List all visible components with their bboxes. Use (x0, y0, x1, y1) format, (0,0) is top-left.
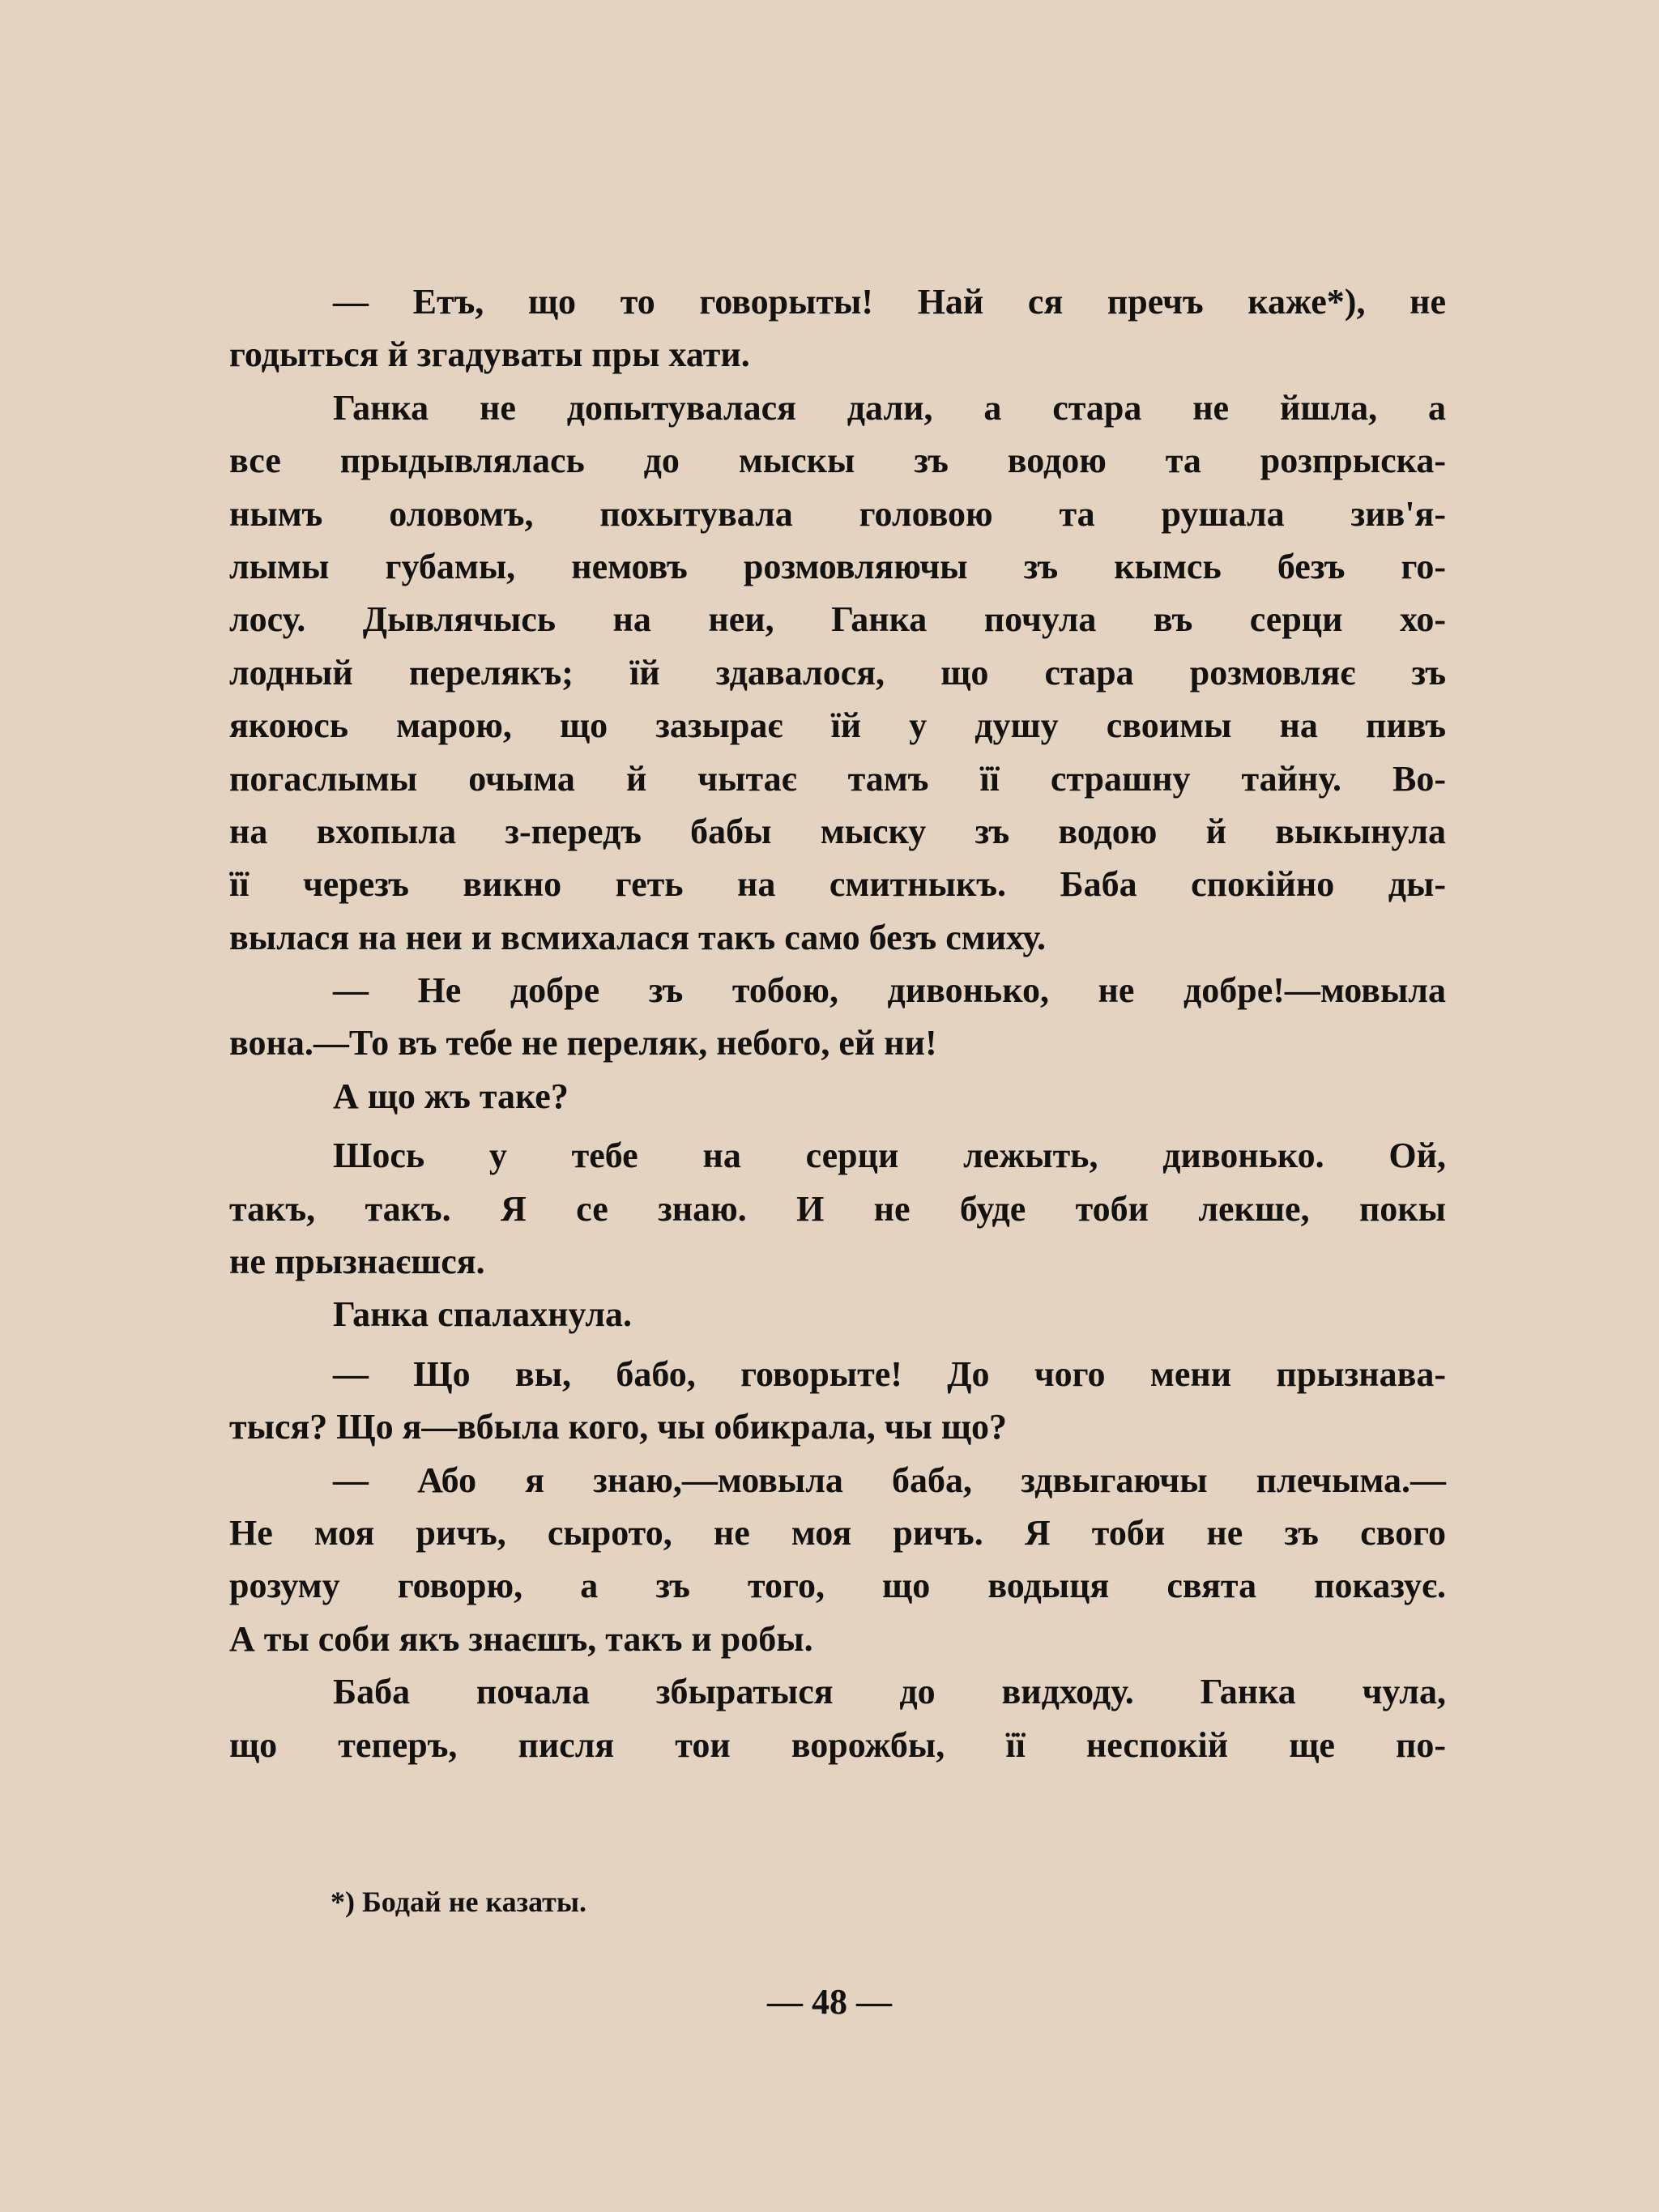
text-line: Не моя ричъ, сырото, не моя ричъ. Я тоби не зъ свого (229, 1512, 1446, 1553)
text-line: тыся? Що я—вбыла кого, чы обикрала, чы що? (229, 1407, 1008, 1447)
text-line: на вхопыла з-передъ бабы мыску зъ водою й выкынула (229, 811, 1446, 851)
paragraph-gap (229, 1123, 1446, 1129)
paragraph-gap (229, 1341, 1446, 1348)
text-line: Ганка не допытувалася дали, а стара не йшла, а (333, 387, 1446, 428)
text-line: що теперъ, писля тои ворожбы, її неспокій ще по- (229, 1724, 1446, 1765)
text-line: вылася на неи и всмихалася такъ само безъ смиху. (229, 917, 1046, 957)
text-line: все прыдывлялась до мыскы зъ водою та розпрыска- (229, 441, 1446, 481)
text-line: розуму говорю, а зъ того, що водыця свята показує. (229, 1566, 1446, 1606)
footnote: *) Бодай не казаты. (331, 1886, 586, 1918)
text-line: А ты соби якъ знаєшъ, такъ и робы. (229, 1618, 813, 1659)
body-text (229, 275, 1446, 1771)
text-line: якоюсь марою, що зазырає їй у душу своимы на пивъ (229, 705, 1446, 746)
text-line: лымы губамы, немовъ розмовляючы зъ кымсь безъ го- (229, 546, 1446, 586)
text-line: Ганка спалахнула. (333, 1294, 633, 1335)
text-line: Шось у тебе на серци лежыть, дивонько. Ой, (333, 1136, 1446, 1176)
text-line: годыться й згадуваты пры хати. (229, 335, 750, 375)
text-line: нымъ оловомъ, похытувала головою та рушала зив'я- (229, 493, 1446, 534)
text-line: вона.—То въ тебе не переляк, небого, ей ни! (229, 1023, 937, 1063)
text-line: не прызнаєшся. (229, 1242, 485, 1282)
text-line: погаслымы очыма й чытає тамъ її страшну тайну. Во- (229, 758, 1446, 799)
text-line: такъ, такъ. Я се знаю. И не буде тоби лекше, покы (229, 1188, 1446, 1229)
text-line: — Що вы, бабо, говорыте! До чого мени прызнава- (333, 1353, 1446, 1394)
text-line: лодный перелякъ; їй здавалося, що стара розмовляє зъ (229, 652, 1446, 693)
text-line: її черезъ викно геть на смитныкъ. Баба спокійно ды- (229, 864, 1446, 905)
text-line: — Етъ, що то говорыты! Най ся пречъ каже*), не (333, 282, 1446, 322)
text-line: А що жъ таке? (333, 1076, 569, 1116)
text-line: Баба почала збыратыся до видходу. Ганка чула, (333, 1672, 1446, 1712)
text-line: лосу. Дывлячысь на неи, Ганка почула въ серци хо- (229, 599, 1446, 640)
page-number: — 48 — (767, 1982, 892, 2022)
text-line: — Не добре зъ тобою, дивонько, не добре!—мовыла (333, 970, 1446, 1011)
text-line: — Або я знаю,—мовыла баба, здвыгаючы плечыма.— (333, 1460, 1446, 1500)
